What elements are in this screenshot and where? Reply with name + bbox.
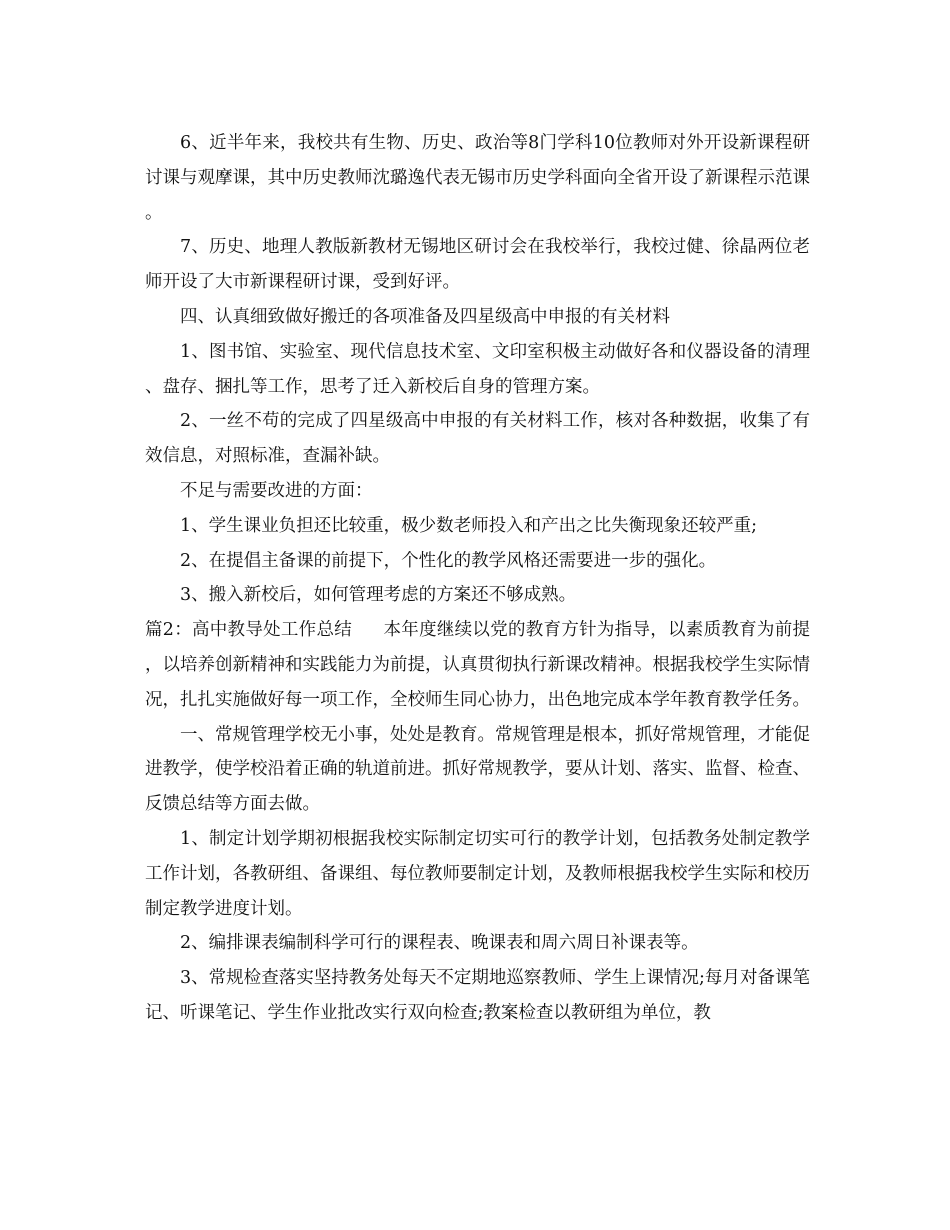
article-heading: 篇2：高中教导处工作总结 — [145, 620, 353, 641]
paragraph: 1、学生课业负担还比较重，极少数老师投入和产出之比失衡现象还较严重; — [180, 515, 758, 536]
paragraph: 3、常规检查落实坚持教务处每天不定期地巡察教师、学生上课情况;每月对备课笔记、听课笔记、学生作业批改实行双向检查;教案检查以教研组为单位，教 — [145, 968, 810, 1023]
paragraph: 一、常规管理学校无小事，处处是教育。常规管理是根本，抓好常规管理，才能促进教学，使学校沿着正确的轨道前进。抓好常规教学，要从计划、落实、监督、检查、反馈总结等方面去做。 — [145, 724, 810, 815]
paragraph: 2、编排课表编制科学可行的课程表、晚课表和周六周日补课表等。 — [180, 933, 699, 954]
document-body — [145, 126, 810, 1031]
paragraph: 3、搬入新校后，如何管理考虑的方案还不够成熟。 — [180, 585, 577, 606]
shortcomings-heading: 不足与需要改进的方面： — [180, 480, 373, 501]
paragraph: 7、历史、地理人教版新教材无锡地区研讨会在我校举行，我校过健、徐晶两位老师开设了大市新课程研讨课，受到好评。 — [145, 237, 810, 293]
article-section — [145, 613, 810, 717]
paragraph: 1、制定计划学期初根据我校实际制定切实可行的教学计划，包括教务处制定教学工作计划，各教研组、备课组、每位教师要制定计划，及教师根据我校学生实际和校历制定教学进度计划。 — [145, 828, 810, 919]
paragraph: 1、图书馆、实验室、现代信息技术室、文印室积极主动做好各和仪器设备的清理、盘存、捆扎等工作，思考了迁入新校后自身的管理方案。 — [145, 341, 810, 397]
paragraph: 6、近半年来，我校共有生物、历史、政治等8门学科10位教师对外开设新课程研讨课与观摩课，其中历史教师沈璐逸代表无锡市历史学科面向全省开设了新课程示范课。 — [145, 133, 810, 223]
article-lead: 本年度继续以党的教育方针为指导，以素质教育为前提，以培养创新精神和实践能力为前提，认真贯彻执行新课改精神。根据我校学生实际情况，扎扎实施做好每一项工作，全校师生同心协力，出色地完成本学年教育教学任务。 — [145, 620, 810, 710]
paragraph: 2、一丝不苟的完成了四星级高中申报的有关材料工作，核对各种数据，收集了有效信息，对照标准，查漏补缺。 — [145, 411, 810, 467]
paragraph: 2、在提倡主备课的前提下，个性化的教学风格还需要进一步的强化。 — [180, 550, 717, 571]
section-heading-four: 四、认真细致做好搬迁的各项准备及四星级高中申报的有关材料 — [180, 306, 670, 327]
